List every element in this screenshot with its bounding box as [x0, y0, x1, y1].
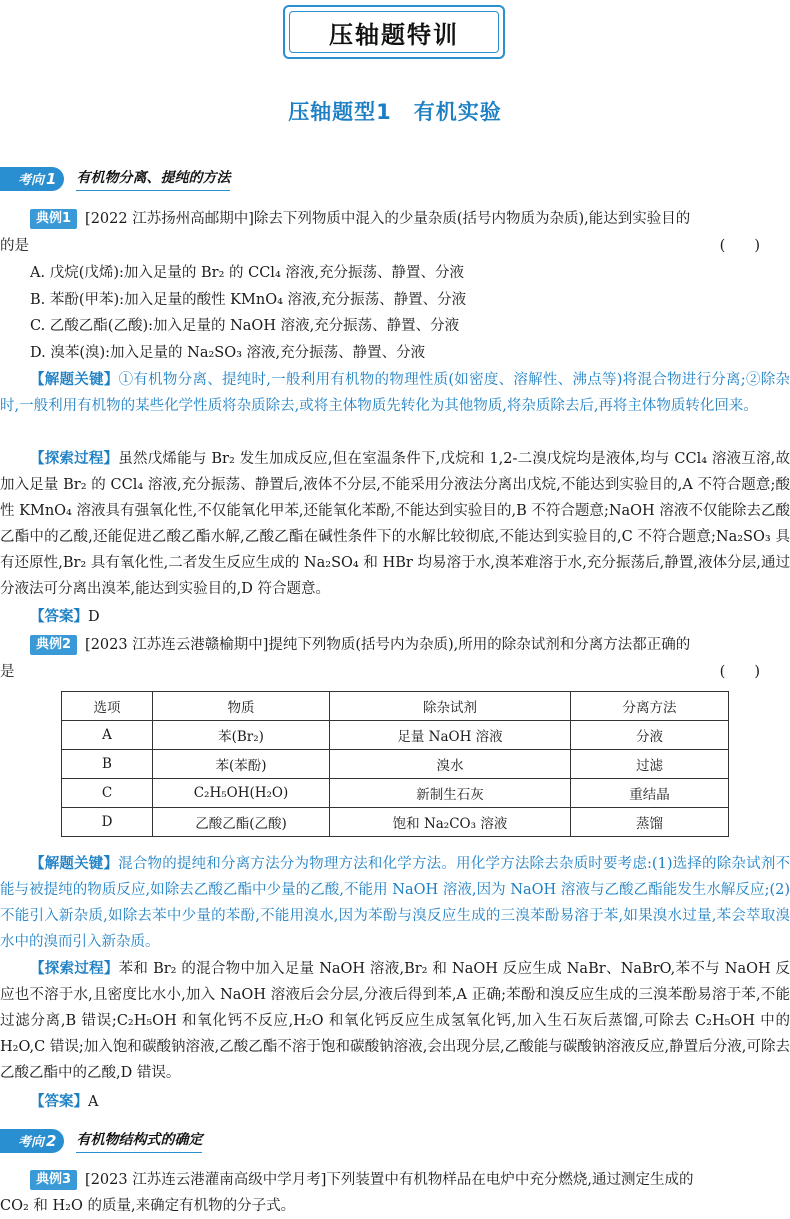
example2-stem-line2: 是 ( ): [0, 659, 790, 685]
example1-stem-line2: 的是 ( ): [0, 233, 790, 259]
example2-explore-label: 【探索过程】: [30, 960, 119, 977]
example2-options-table: [61, 691, 729, 837]
section-title-2: 有机物结构式的确定: [76, 1129, 202, 1153]
example2-key-paragraph: 【解题关键】混合物的提纯和分离方法分为物理方法和化学方法。用化学方法除去杂质时要考虑:(1)选择的除杂试剂不能与被提纯的物质反应,如除去乙酸乙酯中少量的乙酸,不能用 NaOH 溶液,因为 NaOH 溶液与乙酸乙酯能发生水解反应;(2)不能引入新杂质,如除去苯中少量的苯酚,不能用溴水,因为苯酚与溴反应生成的三溴苯酚易溶于苯,如果溴水过量,苯会萃取溴水中的溴而引入新杂质。: [0, 855, 790, 950]
table-header-cell: 选项: [62, 692, 153, 721]
section-tag-1: 考向 1: [0, 167, 64, 191]
table-cell: 重结晶: [571, 779, 729, 808]
section-head-2: [0, 1129, 202, 1153]
table-row: [62, 808, 729, 837]
example1-option-d: D. 溴苯(溴):加入足量的 Na₂SO₃ 溶液,充分振荡、静置、分液: [30, 345, 426, 361]
table-header-cell: 分离方法: [571, 692, 729, 721]
table-cell: 溴水: [330, 750, 571, 779]
example1-answer-blank: ( ): [719, 238, 760, 254]
example2-answer-blank: ( ): [719, 664, 760, 680]
table-cell: 蒸馏: [571, 808, 729, 837]
banner-title: 压轴题特训: [329, 20, 459, 49]
example2-explore-paragraph: 【探索过程】苯和 Br₂ 的混合物中加入足量 NaOH 溶液,Br₂ 和 NaOH 反应生成 NaBr、NaBrO,苯不与 NaOH 反应也不溶于水,且密度比水小,加入 NaOH 溶液后会分层,分液后得到苯,A 正确;苯酚和溴反应生成的三溴苯酚易溶于苯,不能过滤分离,B 错误;C₂H₅OH 和氧化钙不反应,H₂O 和氧化钙反应生成氢氧化钙,加入生石灰后蒸馏,可除去 C₂H₅OH 中的 H₂O,C 错误;加入饱和碳酸钠溶液,乙酸乙酯不溶于饱和碳酸钠溶液,会出现分层,乙酸能与碳酸钠溶液反应,静置后分液,可除去乙酸乙酯中的乙酸,D 错误。: [0, 960, 790, 1081]
example1-option-c: C. 乙酸乙酯(乙酸):加入足量的 NaOH 溶液,充分振荡、静置、分液: [30, 318, 460, 334]
table-cell: 新制生石灰: [330, 779, 571, 808]
example3-stem-line2: CO₂ 和 H₂O 的质量,来确定有机物的分子式。: [0, 1198, 296, 1214]
table-cell: 分液: [571, 721, 729, 750]
example1-key-label: 【解题关键】: [30, 371, 119, 388]
table-header-cell: 物质: [153, 692, 330, 721]
page-title: 压轴题型1 有机实验: [288, 100, 502, 124]
example1-option-a: A. 戊烷(戊烯):加入足量的 Br₂ 的 CCl₄ 溶液,充分振荡、静置、分液: [30, 265, 464, 281]
table-cell: C₂H₅OH(H₂O): [153, 779, 330, 808]
section-head-1: [0, 167, 230, 191]
section-title-1: 有机物分离、提纯的方法: [76, 167, 230, 191]
table-row: [62, 750, 729, 779]
example2-key-label: 【解题关键】: [30, 855, 119, 872]
table-row: [62, 721, 729, 750]
table-header-row: [62, 692, 729, 721]
table-row: [62, 779, 729, 808]
table-cell: D: [62, 808, 153, 837]
example1-option-b: B. 苯酚(甲苯):加入足量的酸性 KMnO₄ 溶液,充分振荡、静置、分液: [30, 292, 467, 308]
table-header-cell: 除杂试剂: [330, 692, 571, 721]
table-cell: A: [62, 721, 153, 750]
table-cell: 足量 NaOH 溶液: [330, 721, 571, 750]
example2-answer: 【答案】A: [30, 1093, 99, 1110]
example1-explore-paragraph: 【探索过程】虽然戊烯能与 Br₂ 发生加成反应,但在室温条件下,戊烷和 1,2-二溴戊烷均是液体,均与 CCl₄ 溶液互溶,故加入足量 Br₂ 的 CCl₄ 溶液,充分振荡、静置后,液体不分层,不能采用分液法分离出戊烷,不能达到实验目的,A 不符合题意;酸性 KMnO₄ 溶液具有强氧化性,不仅能氧化甲苯,还能氧化苯酚,不能达到实验目的,B 不符合题意;NaOH 溶液不仅能除去乙酸乙酯中的乙酸,还能促进乙酸乙酯水解,乙酸乙酯在碱性条件下的水解比较彻底,不能达到实验目的,C 不符合题意;Na₂SO₃ 具有还原性,Br₂ 具有氧化性,二者发生反应生成的 Na₂SO₄ 和 HBr 均易溶于水,溴苯难溶于水,充分振荡后,静置,液体分层,通过分液法可分离出溴苯,能达到实验目的,D 符合题意。: [0, 450, 790, 597]
section-tag-2: 考向 2: [0, 1129, 64, 1153]
table-cell: 乙酸乙酯(乙酸): [153, 808, 330, 837]
header-banner: [283, 5, 505, 59]
example3-tag: 典例3: [30, 1170, 77, 1190]
table-cell: 苯(Br₂): [153, 721, 330, 750]
table-cell: C: [62, 779, 153, 808]
table-cell: 苯(苯酚): [153, 750, 330, 779]
table-cell: B: [62, 750, 153, 779]
table-cell: 过滤: [571, 750, 729, 779]
example1-explore-label: 【探索过程】: [30, 450, 119, 467]
example2-tag: 典例2: [30, 635, 77, 655]
example1-tag: 典例1: [30, 209, 77, 229]
example1-stem-line1: 典例1 [2022 江苏扬州高邮期中]除去下列物质中混入的少量杂质(括号内物质为杂质),能达到实验目的: [0, 206, 790, 232]
table-cell: 饱和 Na₂CO₃ 溶液: [330, 808, 571, 837]
example1-answer: 【答案】D: [30, 608, 100, 625]
example3-stem-line1: 典例3 [2023 江苏连云港灌南高级中学月考]下列装置中有机物样品在电炉中充分燃烧,通过测定生成的: [0, 1167, 790, 1193]
example2-stem-line1: 典例2 [2023 江苏连云港赣榆期中]提纯下列物质(括号内为杂质),所用的除杂试剂和分离方法都正确的: [0, 632, 790, 658]
example1-key-paragraph: 【解题关键】①有机物分离、提纯时,一般利用有机物的物理性质(如密度、溶解性、沸点等)将混合物进行分离;②除杂时,一般利用有机物的某些化学性质将杂质除去,或将主体物质先转化为其他物质,将杂质除去后,再将主体物质转化回来。: [0, 371, 790, 414]
